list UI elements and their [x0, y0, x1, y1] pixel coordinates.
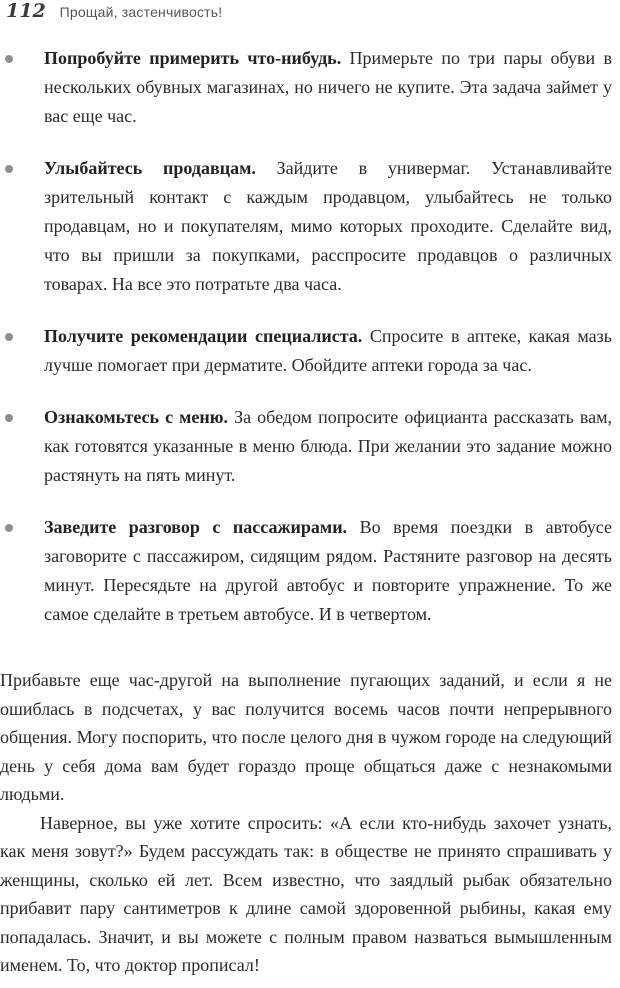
- item-text: Спросите в аптеке, какая мазь лучше помогает при дерматите. Обойдите аптеки города за час.: [44, 326, 612, 375]
- bullet-icon: [5, 524, 13, 532]
- running-title: Прощай, застенчивость!: [59, 4, 223, 20]
- exercise-list: [0, 44, 620, 652]
- bullet-icon: [5, 333, 13, 341]
- page-number: 112: [6, 0, 46, 22]
- paragraph: Прибавьте еще час-другой на выполнение пугающих заданий, и если я не ошиблась в подсчетах, у вас получится восемь часов почти непрерывного общения. Могу поспорить, что после целого дня в чужом городе на следующий день у себя дома вам будет гораздо проще общаться даже с незнакомыми людьми.: [0, 670, 612, 804]
- item-lead: Улыбайтесь продавцам.: [44, 158, 256, 178]
- list-item: [0, 322, 620, 380]
- body-text: [0, 666, 612, 980]
- item-text: Примерьте по три пары обуви в нескольких обувных магазинах, но ничего не купите. Эта задача займет у вас еще час.: [44, 48, 612, 126]
- bullet-icon: [5, 414, 13, 422]
- list-item: [0, 403, 620, 490]
- bullet-icon: [5, 165, 13, 173]
- list-item: [0, 513, 620, 629]
- list-item: [0, 154, 620, 299]
- bullet-icon: [5, 55, 13, 63]
- list-item: [0, 44, 620, 131]
- item-lead: Заведите разговор с пассажирами.: [44, 517, 348, 537]
- item-text: Зайдите в универмаг. Устанавливайте зрительный контакт с каждым продавцом, улыбайтесь не только продавцам, но и покупателям, мимо которых проходите. Сделайте вид, что вы пришли за покупками, расспросите продавцов о различных товарах. На все это потратьте два часа.: [44, 158, 612, 294]
- page-header: [6, 0, 222, 26]
- item-lead: Получите рекомендации специалиста.: [44, 326, 363, 346]
- item-text: За обедом попросите официанта рассказать вам, как готовятся указанные в меню блюда. При желании это задание можно растянуть на пять минут.: [44, 407, 612, 485]
- item-lead: Попробуйте примерить что-нибудь.: [44, 48, 342, 68]
- paragraph: Наверное, вы уже хотите спросить: «А если кто-нибудь захочет узнать, как меня зовут?» Будем рассуждать так: в обществе не принято спрашивать у женщины, сколько ей лет. Всем известно, что заядлый рыбак обязательно прибавит пару сантиметров к длине самой здоровенной рыбины, какая ему попадалась. Значит, и вы можете с полным правом назваться вымышленным именем. То, что доктор прописал!: [0, 812, 612, 975]
- item-lead: Ознакомьтесь с меню.: [44, 407, 229, 427]
- item-text: Во время поездки в автобусе заговорите с пассажиром, сидящим рядом. Растяните разговор на десять минут. Пересядьте на другой автобус и повторите упражнение. То же самое сделайте в третьем автобусе. И в четвертом.: [44, 517, 612, 624]
